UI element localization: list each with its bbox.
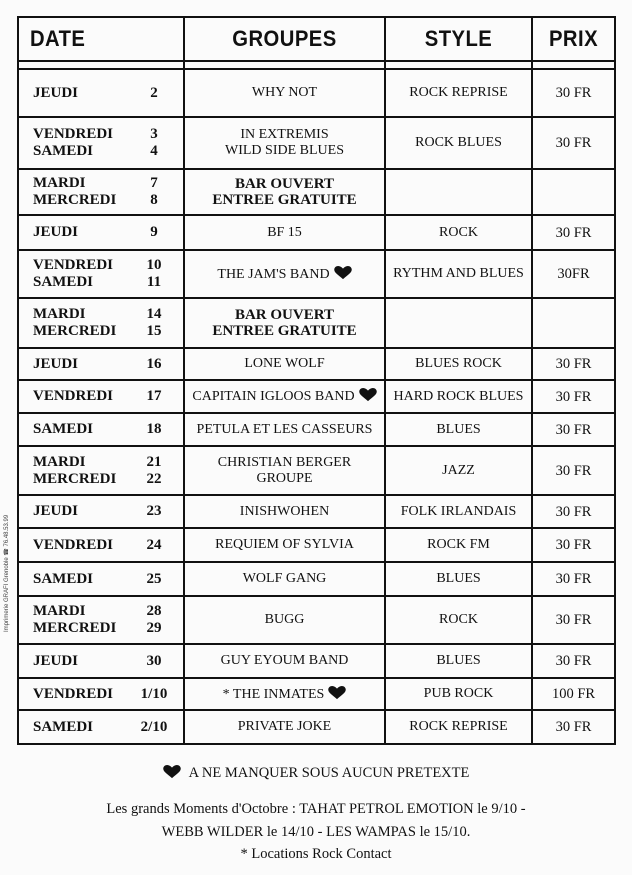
- schedule-row: [18, 250, 615, 298]
- groupes-cell: [184, 380, 385, 413]
- prix-cell: 30 FR: [532, 413, 615, 446]
- groupes-cell: [184, 413, 385, 446]
- group-name: INISHWOHEN: [239, 503, 330, 519]
- schedule-row: [18, 69, 615, 117]
- groupes-cell: [184, 446, 385, 495]
- heart-icon: [334, 266, 352, 280]
- group-name: PRIVATE JOKE: [237, 719, 332, 734]
- date-line: [33, 471, 175, 488]
- schedule-row: [18, 169, 615, 215]
- date-line: [33, 603, 175, 620]
- header-style: STYLE: [391, 17, 526, 61]
- day-number: 9: [150, 224, 158, 240]
- schedule-table: [17, 16, 616, 745]
- day-name: VENDREDI: [33, 536, 114, 553]
- day-number: 11: [146, 274, 162, 290]
- date-cell: [18, 298, 184, 348]
- day-name: MERCREDI: [33, 192, 117, 208]
- prix-cell: 30FR: [532, 250, 615, 298]
- date-line: [33, 620, 175, 637]
- date-line: [33, 356, 175, 373]
- date-line: [33, 306, 175, 323]
- day-name: MERCREDI: [33, 470, 117, 487]
- day-name: SAMEDI: [33, 143, 94, 159]
- prix-cell: 30 FR: [532, 117, 615, 169]
- group-name: GROUPE: [256, 470, 313, 486]
- schedule-row: [18, 528, 615, 562]
- date-line: [33, 503, 175, 520]
- schedule-row: [18, 380, 615, 413]
- style-cell: ROCK: [385, 215, 532, 250]
- date-cell: [18, 348, 184, 380]
- group-name: REQUIEM OF SYLVIA: [215, 537, 354, 552]
- day-number: 2: [150, 84, 158, 101]
- groupes-cell: [184, 644, 385, 678]
- prix-cell: 30 FR: [532, 446, 615, 495]
- style-cell: BLUES: [385, 413, 532, 446]
- style-cell: BLUES: [385, 644, 532, 678]
- group-name: CAPITAIN IGLOOS BAND: [185, 388, 384, 405]
- groupes-cell: [184, 348, 385, 380]
- day-name: MARDI: [33, 453, 86, 470]
- date-cell: [18, 117, 184, 169]
- group-name: BUGG: [264, 612, 305, 627]
- style-cell: [385, 169, 532, 215]
- groupes-cell: [184, 298, 385, 348]
- groupes-cell: [184, 596, 385, 644]
- style-cell: ROCK REPRISE: [385, 710, 532, 744]
- groupes-cell: [184, 710, 385, 744]
- style-cell: [385, 298, 532, 348]
- groupes-cell: [184, 169, 385, 215]
- october-line-2: WEBB WILDER le 14/10 - LES WAMPAS le 15/10.: [161, 824, 471, 840]
- groupes-cell: [184, 562, 385, 596]
- header-date: DATE: [18, 17, 171, 61]
- day-name: JEUDI: [33, 503, 79, 519]
- date-line: [33, 143, 175, 160]
- date-line: [33, 686, 175, 703]
- groupes-cell: [184, 250, 385, 298]
- group-name: ENTREE GRATUITE: [212, 323, 357, 339]
- date-line: [33, 224, 175, 241]
- schedule-row: [18, 348, 615, 380]
- style-cell: JAZZ: [385, 446, 532, 495]
- date-cell: [18, 380, 184, 413]
- date-cell: [18, 413, 184, 446]
- day-name: VENDREDI: [33, 388, 114, 404]
- prix-cell: 30 FR: [532, 348, 615, 380]
- day-number: 23: [146, 503, 162, 519]
- date-cell: [18, 446, 184, 495]
- day-number: 25: [146, 570, 162, 587]
- day-number: 29: [146, 620, 162, 636]
- group-name: ENTREE GRATUITE: [212, 192, 357, 208]
- groupes-cell: [184, 69, 385, 117]
- date-cell: [18, 250, 184, 298]
- day-number: 7: [150, 175, 158, 191]
- date-line: [33, 85, 175, 102]
- group-name: BAR OUVERT: [234, 176, 335, 192]
- schedule-row: [18, 562, 615, 596]
- style-cell: ROCK BLUES: [385, 117, 532, 169]
- day-number: 28: [146, 603, 162, 619]
- date-line: [33, 454, 175, 471]
- prix-cell: 30 FR: [532, 710, 615, 744]
- prix-cell: 30 FR: [532, 644, 615, 678]
- prix-cell: [532, 169, 615, 215]
- day-name: MARDI: [33, 603, 86, 619]
- date-line: [33, 126, 175, 143]
- prix-cell: 30 FR: [532, 380, 615, 413]
- prix-cell: 30 FR: [532, 495, 615, 528]
- day-number: 21: [146, 453, 162, 470]
- group-name: WHY NOT: [251, 85, 318, 100]
- schedule-row: [18, 117, 615, 169]
- day-name: VENDREDI: [33, 257, 114, 273]
- style-cell: PUB ROCK: [385, 678, 532, 710]
- day-number: 16: [146, 355, 162, 372]
- style-cell: BLUES: [385, 562, 532, 596]
- prix-cell: 30 FR: [532, 528, 615, 562]
- day-name: MERCREDI: [33, 323, 117, 339]
- date-cell: [18, 69, 184, 117]
- group-name: WILD SIDE BLUES: [225, 143, 344, 158]
- day-number: 24: [146, 536, 162, 553]
- group-name: IN EXTREMIS: [240, 127, 329, 142]
- group-name: THE JAM'S BAND: [185, 266, 384, 283]
- october-highlights: [0, 798, 632, 844]
- header-groupes: GROUPES: [192, 17, 377, 61]
- date-cell: [18, 495, 184, 528]
- group-name: GUY EYOUM BAND: [220, 653, 349, 668]
- group-name: BAR OUVERT: [234, 307, 335, 323]
- prix-cell: [532, 298, 615, 348]
- day-name: SAMEDI: [33, 718, 94, 735]
- header-prix: PRIX: [535, 17, 611, 61]
- date-line: [33, 421, 175, 438]
- day-name: SAMEDI: [33, 274, 94, 290]
- day-number: 2/10: [140, 718, 168, 735]
- style-cell: RYTHM AND BLUES: [385, 250, 532, 298]
- day-name: JEUDI: [33, 355, 79, 372]
- legend: [0, 765, 632, 782]
- date-cell: [18, 678, 184, 710]
- day-number: 17: [146, 388, 162, 404]
- group-name: BF 15: [267, 224, 302, 240]
- date-cell: [18, 562, 184, 596]
- date-line: [33, 388, 175, 405]
- groupes-cell: [184, 215, 385, 250]
- day-name: JEUDI: [33, 652, 79, 669]
- day-number: 1/10: [140, 685, 168, 702]
- legend-text: A NE MANQUER SOUS AUCUN PRETEXTE: [188, 765, 470, 781]
- groupes-cell: [184, 678, 385, 710]
- day-number: 10: [146, 257, 162, 273]
- date-line: [33, 323, 175, 340]
- date-line: [33, 175, 175, 192]
- schedule-row: [18, 413, 615, 446]
- october-line-1: Les grands Moments d'Octobre : TAHAT PETROL EMOTION le 9/10 -: [106, 801, 526, 817]
- group-name: LONE WOLF: [244, 356, 325, 371]
- style-cell: FOLK IRLANDAIS: [385, 495, 532, 528]
- date-cell: [18, 644, 184, 678]
- schedule-row: [18, 596, 615, 644]
- locations-note: * Locations Rock Contact: [240, 846, 392, 862]
- day-name: MERCREDI: [33, 620, 117, 636]
- style-cell: BLUES ROCK: [385, 348, 532, 380]
- day-number: 4: [150, 143, 158, 159]
- day-name: JEUDI: [33, 224, 79, 240]
- groupes-cell: [184, 495, 385, 528]
- day-name: MARDI: [33, 175, 86, 191]
- date-line: [33, 571, 175, 588]
- date-cell: [18, 596, 184, 644]
- date-cell: [18, 528, 184, 562]
- prix-cell: 30 FR: [532, 69, 615, 117]
- date-cell: [18, 169, 184, 215]
- prix-cell: 100 FR: [532, 678, 615, 710]
- day-name: VENDREDI: [33, 126, 114, 142]
- day-name: MARDI: [33, 306, 86, 322]
- date-line: [33, 274, 175, 291]
- group-name: WOLF GANG: [242, 571, 327, 586]
- prix-cell: 30 FR: [532, 562, 615, 596]
- heart-icon: [328, 686, 346, 700]
- day-number: 8: [150, 192, 158, 208]
- style-cell: ROCK FM: [385, 528, 532, 562]
- schedule-row: [18, 710, 615, 744]
- day-name: SAMEDI: [33, 570, 94, 587]
- group-name: CHRISTIAN BERGER: [217, 454, 352, 470]
- date-line: [33, 192, 175, 209]
- style-cell: ROCK: [385, 596, 532, 644]
- heart-icon: [163, 765, 181, 779]
- schedule-row: [18, 495, 615, 528]
- style-cell: ROCK REPRISE: [385, 69, 532, 117]
- groupes-cell: [184, 528, 385, 562]
- day-name: JEUDI: [33, 84, 79, 101]
- group-name: * THE INMATES: [185, 686, 384, 703]
- date-line: [33, 537, 175, 554]
- schedule-row: [18, 678, 615, 710]
- schedule-row: [18, 215, 615, 250]
- prix-cell: 30 FR: [532, 215, 615, 250]
- style-cell: HARD ROCK BLUES: [385, 380, 532, 413]
- spacer-row: [18, 61, 615, 69]
- schedule-row: [18, 644, 615, 678]
- concert-schedule: [17, 16, 614, 745]
- day-number: 15: [146, 323, 162, 339]
- header-row: [18, 17, 615, 61]
- date-cell: [18, 215, 184, 250]
- printer-credit: Imprimerie GRAFI Grenoble ☎ 76.48.53.99: [4, 514, 10, 632]
- date-line: [33, 257, 175, 274]
- schedule-row: [18, 446, 615, 495]
- groupes-cell: [184, 117, 385, 169]
- date-line: [33, 653, 175, 670]
- day-number: 14: [146, 306, 162, 322]
- heart-icon: [359, 388, 377, 402]
- date-cell: [18, 710, 184, 744]
- day-name: SAMEDI: [33, 421, 94, 437]
- day-name: VENDREDI: [33, 685, 114, 702]
- schedule-row: [18, 298, 615, 348]
- day-number: 22: [146, 470, 162, 487]
- date-line: [33, 719, 175, 736]
- day-number: 30: [146, 652, 162, 669]
- day-number: 3: [150, 126, 158, 142]
- group-name: PETULA ET LES CASSEURS: [196, 421, 373, 437]
- prix-cell: 30 FR: [532, 596, 615, 644]
- day-number: 18: [146, 421, 162, 437]
